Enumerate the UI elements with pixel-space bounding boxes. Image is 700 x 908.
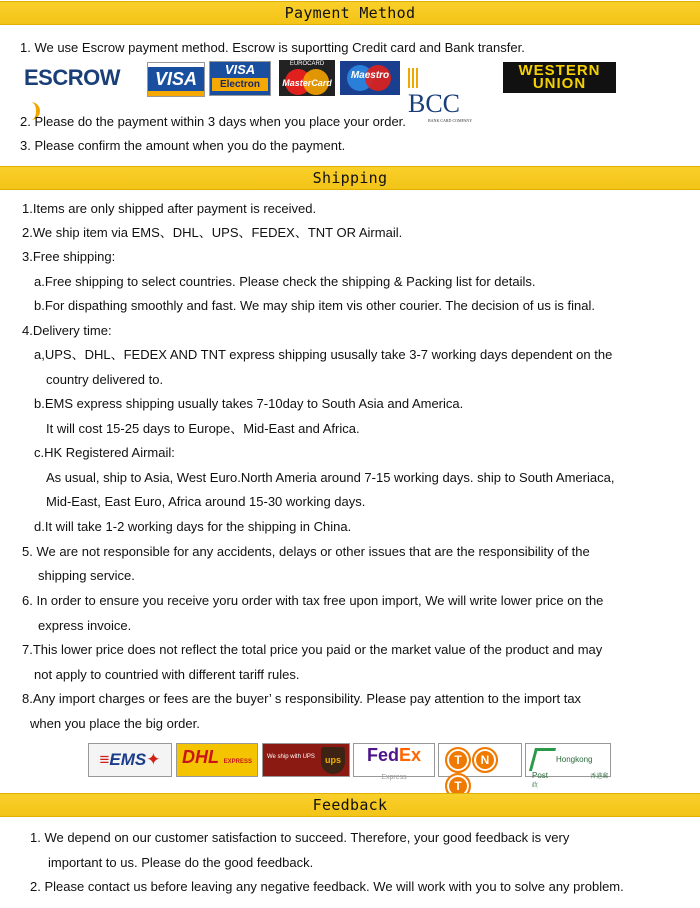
shipping-line: c.HK Registered Airmail: [34,445,175,460]
ups-logo: We ship with UPS ups [262,743,350,777]
shipping-header: Shipping [0,166,700,190]
shipping-line: b.For dispathing smoothly and fast. We may ship item vis other courier. The decision of us is final. [34,298,595,313]
fedex-logo: FedEx Express [353,743,435,777]
shipping-line: 4.Delivery time: [22,323,112,338]
shipping-line: 7.This lower price does not reflect the total price you paid or the market value of the product and may [22,642,603,657]
payment-line-3: 3. Please confirm the amount when you do the payment. [20,138,346,153]
escrow-logo: ESCROW [24,62,142,96]
shipping-line: shipping service. [38,568,135,583]
shipping-line: country delivered to. [46,372,164,387]
tnt-logo: T NT [438,743,522,777]
shipping-line: 5. We are not responsible for any accidents, delays or other issues that are the responsibility of the [22,544,590,559]
shipping-line: 3.Free shipping: [22,249,116,264]
maestro-logo: Maestro [340,61,400,95]
shipping-line: As usual, ship to Asia, West Euro.North Ameria around 7-15 working days. ship to South Ameriaca, [46,470,615,485]
shipping-line: It will cost 15-25 days to Europe、Mid-East and Africa. [46,421,360,436]
payment-line-1: 1. We use Escrow payment method. Escrow is suportting Credit card and Bank transfer. [20,40,525,55]
ems-logo: ≡EMS✦ [88,743,172,777]
shipping-line: a.Free shipping to select countries. Please check the shipping & Packing list for details. [34,274,536,289]
feedback-line: important to us. Please do the good feedback. [48,855,314,870]
western-union-logo: WESTERN UNION [503,62,616,93]
feedback-line: 1. We depend on our customer satisfaction to succeed. Therefore, your good feedback is very [30,830,570,845]
shipping-line: 1.Items are only shipped after payment is received. [22,201,317,216]
hongkong-post-logo: Hongkong Post 香港郵政 [525,743,611,777]
feedback-line: 2. Please contact us before leaving any negative feedback. We will work with you to solve any problem. [30,879,624,894]
visa-electron-logo: VISA Electron [210,62,270,95]
shipping-line: express invoice. [38,618,132,633]
shipping-line: 8.Any import charges or fees are the buyer’ s responsibility. Please pay attention to the import tax [22,691,582,706]
shipping-line: Mid-East, East Euro, Africa around 15-30 working days. [46,494,366,509]
shipping-line: 2.We ship item via EMS、DHL、UPS、FEDEX、TNT OR Airmail. [22,225,403,240]
mastercard-logo: EUROCARD MasterCard [279,60,335,96]
shipping-line: d.It will take 1-2 working days for the shipping in China. [34,519,352,534]
shipping-line: a,UPS、DHL、FEDEX AND TNT express shipping ususally take 3-7 working days dependent on the [34,347,613,362]
payment-method-header: Payment Method [0,1,700,25]
visa-logo: VISA [148,63,204,96]
bcc-logo: BCC BANK CARD COMPANY [408,62,498,96]
shipping-line: when you place the big order. [30,716,200,731]
shipping-line: b.EMS express shipping usually takes 7-10day to South Asia and America. [34,396,464,411]
shipping-line: 6. In order to ensure you receive yoru order with tax free upon import, We will write lower price on the [22,593,604,608]
shipping-line: not apply to countried with different tariff rules. [34,667,300,682]
dhl-logo: DHL EXPRESS [176,743,258,777]
payment-line-2: 2. Please do the payment within 3 days when you place your order. [20,114,406,129]
feedback-header: Feedback [0,793,700,817]
